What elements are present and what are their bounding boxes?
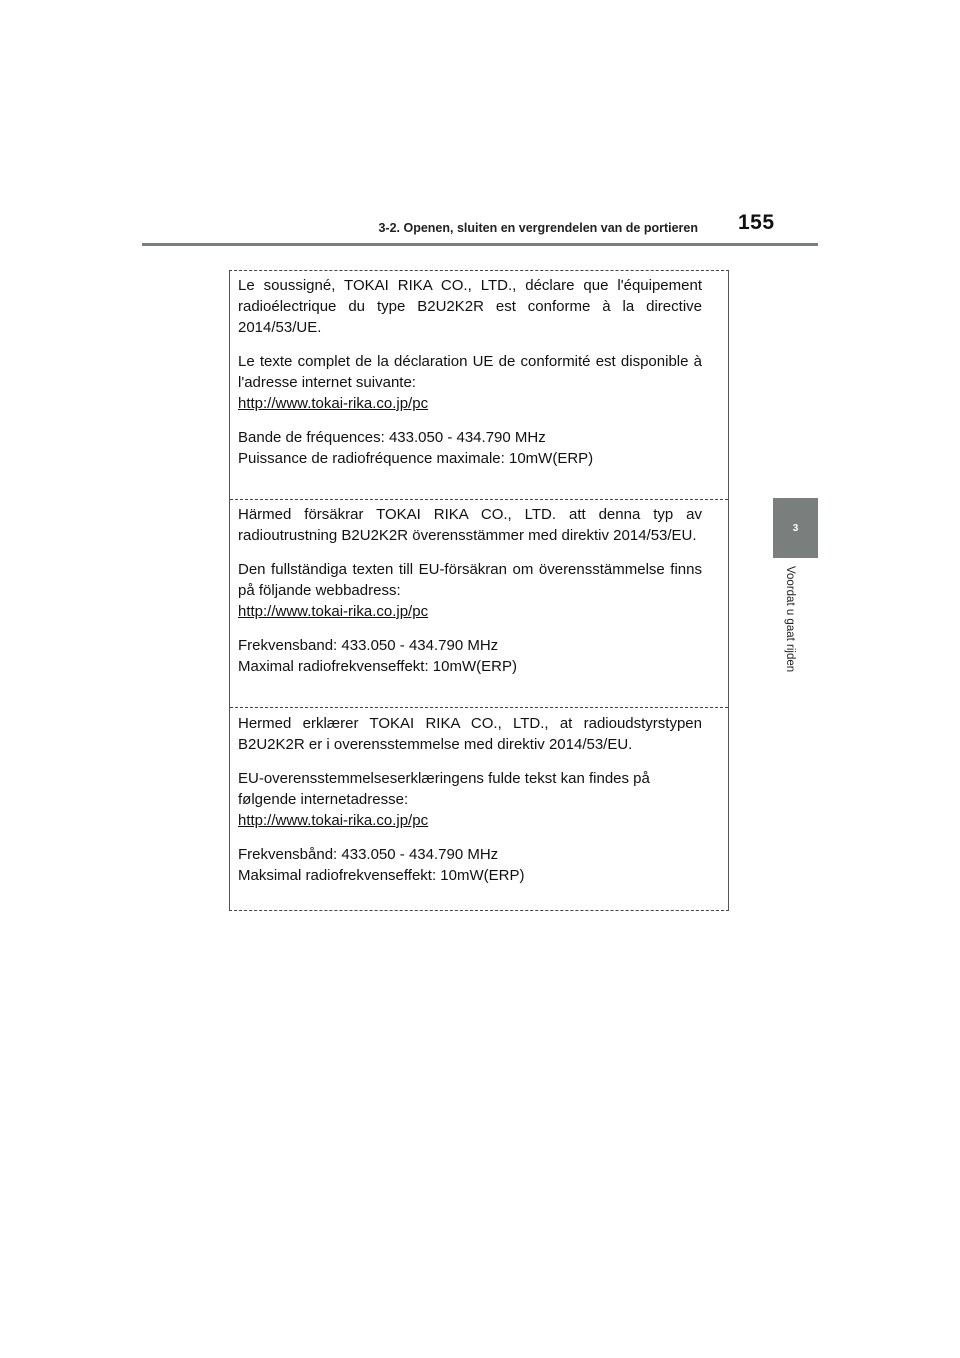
declaration-specs [238, 844, 702, 886]
declaration-availability-line-1: EU-overensstemmelseserklæringens fulde tekst kan findes på [238, 770, 650, 787]
declaration-specs [238, 635, 702, 677]
page-number: 155 [738, 211, 775, 234]
declaration-statement: Hermed erklærer TOKAI RIKA CO., LTD., at radioudstyrstypen B2U2K2R er i overensstemmelse med direktiv 2014/53/EU. [238, 715, 702, 753]
declaration-frequency: Frekvensband: 433.050 - 434.790 MHz [238, 637, 499, 654]
declaration-french [230, 271, 728, 499]
chapter-tab [773, 498, 818, 558]
section-title: 3-2. Openen, sluiten en vergrendelen van de portieren [378, 221, 698, 235]
declaration-power: Puissance de radiofréquence maximale: 10mW(ERP) [238, 450, 594, 467]
declaration-frequency: Frekvensbånd: 433.050 - 434.790 MHz [238, 846, 499, 863]
declaration-statement: Le soussigné, TOKAI RIKA CO., LTD., déclare que l'équipement radioélectrique du type B2U2K2R est conforme à la directive 2014/53/UE. [238, 277, 702, 336]
declaration-power: Maksimal radiofrekvenseffekt: 10mW(ERP) [238, 867, 525, 884]
declaration-url[interactable]: http://www.tokai-rika.co.jp/pc [238, 812, 429, 829]
header-rule [142, 243, 818, 246]
page-header [0, 0, 960, 250]
declaration-specs [238, 427, 702, 469]
declaration-availability-line-2: følgende internetadresse: [238, 791, 409, 808]
declaration-power: Maximal radiofrekvenseffekt: 10mW(ERP) [238, 658, 517, 675]
chapter-title: Voordat u gaat rijden [784, 566, 796, 673]
declaration-statement: Härmed försäkrar TOKAI RIKA CO., LTD. att denna typ av radioutrustning B2U2K2R överensstämmer med direktiv 2014/53/EU. [238, 506, 702, 544]
declaration-frequency: Bande de fréquences: 433.050 - 434.790 MHz [238, 429, 546, 446]
declaration-availability: Den fullständiga texten till EU-försäkran om överensstämmelse finns på följande webbadress: [238, 561, 702, 599]
declaration-url[interactable]: http://www.tokai-rika.co.jp/pc [238, 603, 429, 620]
declaration-url[interactable]: http://www.tokai-rika.co.jp/pc [238, 395, 429, 412]
declaration-availability: Le texte complet de la déclaration UE de conformité est disponible à l'adresse internet suivante: [238, 353, 702, 391]
declaration-availability-block [238, 768, 702, 831]
declaration-box [229, 270, 729, 911]
declaration-availability-block [238, 351, 702, 414]
declaration-swedish [230, 499, 728, 707]
declaration-danish [230, 707, 728, 911]
declaration-availability-block [238, 559, 702, 622]
chapter-number: 3 [792, 522, 799, 534]
